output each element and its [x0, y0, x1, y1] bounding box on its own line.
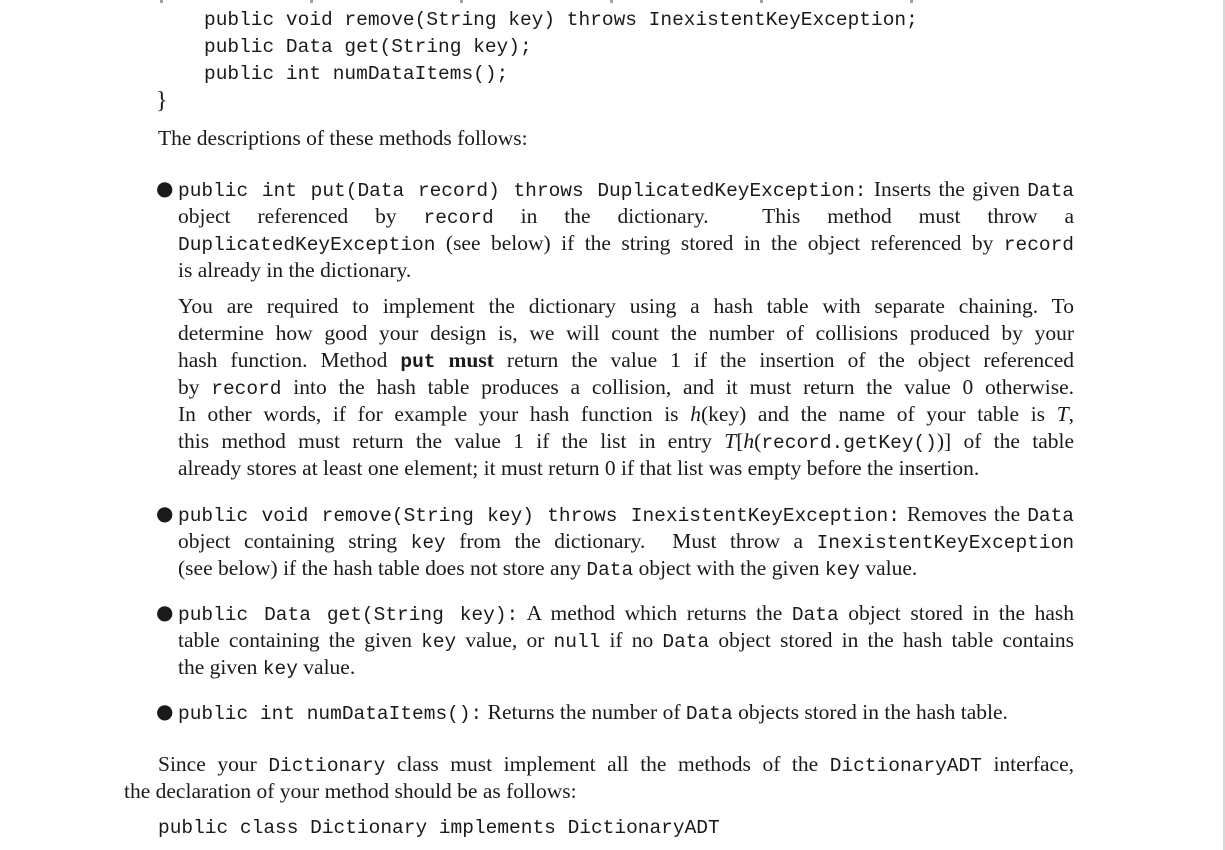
remove-signature: public void remove(String key) throws InexistentKeyException: — [178, 505, 900, 527]
remove-line-3: (see below) if the hash table does not store any Data object with the given key value. — [178, 556, 918, 581]
put-para2-line-4: by record into the hash table produces a collision, and it must return the value 0 otherwise. — [178, 375, 1075, 400]
get-line-1: public Data get(String key): A method which returns the Data object stored in the hash — [178, 601, 1075, 626]
get-signature: public Data get(String key): — [178, 604, 519, 626]
since-line-1: Since your Dictionary class must implement all the methods of the DictionaryADT interface, — [158, 752, 1074, 777]
put-line-1: public int put(Data record) throws DuplicatedKeyException: Inserts the given Data — [178, 177, 1075, 202]
code-line-get: public Data get(String key); — [204, 36, 532, 58]
put-line-4: is already in the dictionary. — [178, 258, 412, 282]
put-para2-line-1: You are required to implement the dictionary using a hash table with separate chaining. To — [178, 294, 1074, 318]
bullet-dot: ● — [156, 176, 174, 200]
num-signature: public int numDataItems(): — [178, 703, 483, 725]
remove-line-2: object containing string key from the dictionary. Must throw a InexistentKeyException — [178, 529, 1075, 554]
put-signature: public int put(Data record) throws DuplicatedKeyException: — [178, 180, 867, 202]
num-line-1: public int numDataItems(): Returns the number of Data objects stored in the hash table. — [178, 700, 1008, 725]
code-line-numdataitems: public int numDataItems(); — [204, 63, 509, 85]
put-para2-line-3: hash function. Method put must return the value 1 if the insertion of the object referenced — [178, 348, 1075, 373]
put-para2-line-5: In other words, if for example your hash function is h(key) and the name of your table is T, — [178, 402, 1075, 426]
bullet-dot: ● — [156, 600, 174, 624]
closing-brace: } — [156, 88, 168, 114]
put-para2-line-2: determine how good your design is, we will count the number of collisions produced by your — [178, 321, 1074, 345]
code-line-remove: public void remove(String key) throws InexistentKeyException; — [204, 9, 918, 31]
put-line-3: DuplicatedKeyException (see below) if the string stored in the object referenced by record — [178, 231, 1075, 256]
bullet-dot: ● — [156, 501, 174, 525]
get-line-2: table containing the given key value, or null if no Data object stored in the hash table contains — [178, 628, 1075, 653]
put-line-2: object referenced by record in the dictionary. This method must throw a — [178, 204, 1074, 229]
remove-line-1: public void remove(String key) throws InexistentKeyException: Removes the Data — [178, 502, 1074, 527]
put-para2-line-6: this method must return the value 1 if the list in entry T[h(record.getKey())] of the table — [178, 429, 1075, 454]
intro-text: The descriptions of these methods follows: — [158, 126, 528, 150]
bullet-dot: ● — [156, 699, 174, 723]
since-line-2: the declaration of your method should be as follows: — [124, 779, 577, 803]
get-line-3: the given key value. — [178, 655, 356, 680]
class-declaration-code: public class Dictionary implements DictionaryADT — [158, 817, 720, 839]
put-para2-line-7: already stores at least one element; it must return 0 if that list was empty before the insertion. — [178, 456, 980, 480]
cropped-text-residue — [160, 0, 1060, 3]
